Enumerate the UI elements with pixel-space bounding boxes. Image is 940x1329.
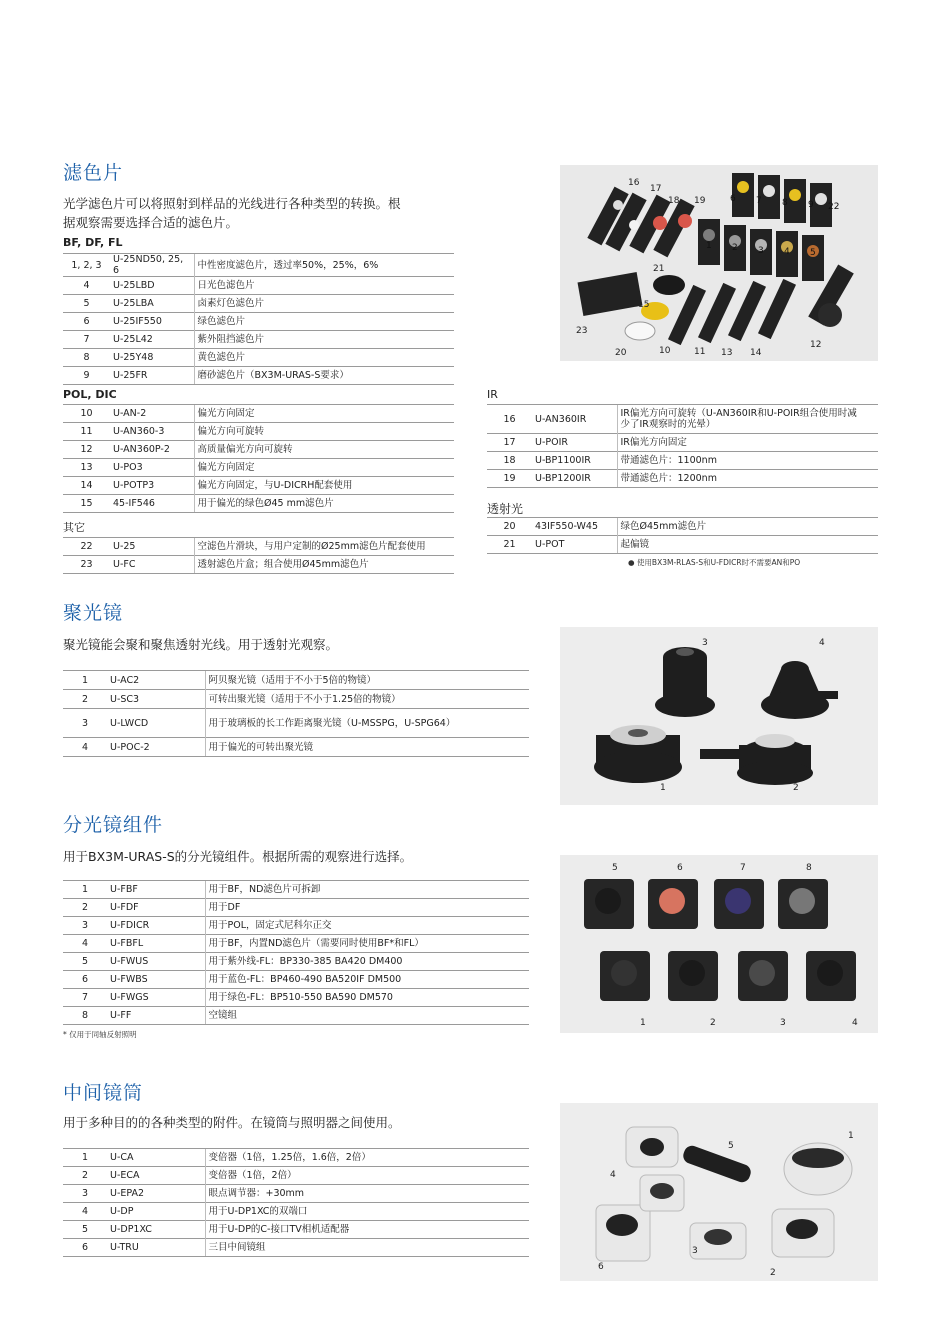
item-number: 23 [63, 556, 110, 574]
item-description: 偏光方向固定，与U-DICRH配套使用 [194, 477, 454, 495]
ir-label: IR [487, 388, 498, 401]
svg-text:1: 1 [848, 1131, 854, 1141]
item-description: 黄色滤色片 [194, 349, 454, 367]
condenser-photo [560, 627, 878, 805]
condenser-description: 聚光镜能会聚和聚焦透射光线。用于透射光观察。 [63, 637, 339, 652]
item-description: 空滤色片滑块，与用户定制的Ø25mm滤色片配套使用 [194, 538, 454, 556]
model-name: U-TRU [107, 1239, 205, 1257]
svg-text:5: 5 [612, 863, 618, 873]
bf-filter-row [63, 349, 454, 367]
svg-text:19: 19 [694, 196, 706, 206]
item-number: 2 [63, 1167, 107, 1185]
item-description: 带通滤色片：1100nm [617, 452, 878, 470]
other-filter-row [63, 556, 454, 574]
svg-text:4: 4 [610, 1170, 616, 1180]
model-name: U-AN-2 [110, 405, 194, 423]
item-description: 磨砂滤色片（BX3M-URAS-S要求） [194, 367, 454, 385]
model-name: U-25IF550 [110, 313, 194, 331]
other-filter-row [63, 538, 454, 556]
svg-text:7: 7 [740, 863, 746, 873]
model-name: 45-IF546 [110, 495, 194, 513]
condenser-row [63, 738, 529, 757]
pol-filter-row [63, 405, 454, 423]
mirror-unit-row [63, 989, 529, 1007]
item-number: 21 [487, 536, 532, 554]
svg-text:5: 5 [728, 1141, 734, 1151]
model-name: U-FWGS [107, 989, 205, 1007]
ir-filter-table [487, 404, 878, 488]
item-description: 用于BF，内置ND滤色片（需要同时使用BF*和FL） [205, 935, 529, 953]
transmitted-filter-row [487, 518, 878, 536]
item-description: 可转出聚光镜（适用于不小于1.25倍的物镜） [205, 690, 529, 709]
model-name: U-POIR [532, 434, 617, 452]
model-name: U-FF [107, 1007, 205, 1025]
svg-text:16: 16 [628, 178, 640, 188]
intermediate-tube-row [63, 1167, 529, 1185]
svg-text:15: 15 [638, 300, 650, 310]
svg-text:3: 3 [758, 246, 764, 256]
svg-text:6: 6 [598, 1262, 604, 1272]
item-number: 17 [487, 434, 532, 452]
item-number: 6 [63, 971, 107, 989]
intermediate-tube-table [63, 1148, 529, 1257]
model-name: U-CA [107, 1149, 205, 1167]
item-number: 8 [63, 349, 110, 367]
model-name: U-25Y48 [110, 349, 194, 367]
item-description: 用于蓝色-FL：BP460-490 BA520IF DM500 [205, 971, 529, 989]
model-name: U-POTP3 [110, 477, 194, 495]
item-number: 22 [63, 538, 110, 556]
item-number: 5 [63, 295, 110, 313]
svg-text:1: 1 [706, 241, 712, 251]
intermediate-tube-photo [560, 1103, 878, 1281]
item-number: 10 [63, 405, 110, 423]
bf-filter-row [63, 313, 454, 331]
model-name: U-25L42 [110, 331, 194, 349]
model-name: U-BP1200IR [532, 470, 617, 488]
model-name: U-POT [532, 536, 617, 554]
model-name: U-LWCD [107, 709, 205, 738]
mirror-unit-row [63, 953, 529, 971]
item-number: 16 [487, 405, 532, 434]
svg-text:6: 6 [730, 194, 736, 204]
model-name: U-FDF [107, 899, 205, 917]
item-number: 3 [63, 709, 107, 738]
svg-text:17: 17 [650, 184, 662, 194]
item-description: 用于绿色-FL：BP510-550 BA590 DM570 [205, 989, 529, 1007]
svg-text:21: 21 [653, 264, 665, 274]
model-name: U-FWUS [107, 953, 205, 971]
svg-text:1: 1 [640, 1018, 646, 1028]
item-description: 带通滤色片：1200nm [617, 470, 878, 488]
svg-text:6: 6 [677, 863, 683, 873]
bf-filter-row [63, 277, 454, 295]
svg-text:10: 10 [659, 346, 671, 356]
item-number: 3 [63, 917, 107, 935]
mirror-unit-row [63, 1007, 529, 1025]
item-number: 5 [63, 953, 107, 971]
mirror-unit-description: 用于BX3M-URAS-S的分光镜组件。根据所需的观察进行选择。 [63, 849, 413, 864]
item-description: 绿色Ø45mm滤色片 [617, 518, 878, 536]
model-name: U-25LBA [110, 295, 194, 313]
model-name: U-AN360-3 [110, 423, 194, 441]
mirror-unit-row [63, 971, 529, 989]
item-description: 绿色滤色片 [194, 313, 454, 331]
svg-text:2: 2 [793, 783, 799, 793]
intermediate-tube-title: 中间镜筒 [63, 1082, 144, 1104]
item-number: 1, 2, 3 [63, 254, 110, 277]
item-number: 13 [63, 459, 110, 477]
svg-text:8: 8 [782, 198, 788, 208]
model-name: U-FWBS [107, 971, 205, 989]
model-name: U-BP1100IR [532, 452, 617, 470]
model-name: U-AN360P-2 [110, 441, 194, 459]
ir-filter-row [487, 470, 878, 488]
item-description: 用于玻璃板的长工作距离聚光镜（U-MSSPG，U-SPG64） [205, 709, 529, 738]
transmitted-filter-row [487, 536, 878, 554]
transmitted-label: 透射光 [487, 502, 524, 516]
model-name: U-AC2 [107, 671, 205, 690]
svg-text:20: 20 [615, 348, 627, 358]
item-number: 20 [487, 518, 532, 536]
item-description: 用于BF，ND滤色片可拆卸 [205, 881, 529, 899]
item-number: 8 [63, 1007, 107, 1025]
svg-text:2: 2 [732, 243, 738, 253]
item-description: 起偏镜 [617, 536, 878, 554]
model-name: U-FBF [107, 881, 205, 899]
mirror-unit-row [63, 899, 529, 917]
svg-text:3: 3 [780, 1018, 786, 1028]
mirror-unit-row [63, 935, 529, 953]
model-name: U-25LBD [110, 277, 194, 295]
item-description: 偏光方向固定 [194, 459, 454, 477]
item-description: 高质量偏光方向可旋转 [194, 441, 454, 459]
svg-text:13: 13 [721, 348, 733, 358]
item-number: 4 [63, 935, 107, 953]
item-number: 15 [63, 495, 110, 513]
bf-filter-row [63, 254, 454, 277]
item-number: 2 [63, 899, 107, 917]
model-name: U-POC-2 [107, 738, 205, 757]
svg-text:23: 23 [576, 326, 588, 336]
model-name: 43IF550-W45 [532, 518, 617, 536]
mirror-unit-row [63, 881, 529, 899]
model-name: U-ECA [107, 1167, 205, 1185]
item-number: 4 [63, 277, 110, 295]
model-name: U-25 [110, 538, 194, 556]
item-number: 4 [63, 738, 107, 757]
filters-description: 光学滤色片可以将照射到样品的光线进行各种类型的转换。根 据观察需要选择合适的滤色片。 [63, 196, 401, 230]
svg-text:2: 2 [770, 1268, 776, 1278]
item-description: 用于紫外线-FL：BP330-385 BA420 DM400 [205, 953, 529, 971]
condenser-row [63, 709, 529, 738]
mirror-unit-photo [560, 855, 878, 1033]
pol-filter-row [63, 459, 454, 477]
model-name: U-FC [110, 556, 194, 574]
item-description: 阿贝聚光镜（适用于不小于5倍的物镜） [205, 671, 529, 690]
mirror-unit-table [63, 880, 529, 1025]
svg-text:12: 12 [810, 340, 822, 350]
pol-dic-label: POL, DIC [63, 388, 117, 401]
bf-filter-row [63, 295, 454, 313]
intermediate-tube-row [63, 1239, 529, 1257]
item-description: 变倍器（1倍，2倍） [205, 1167, 529, 1185]
item-description: 空镜组 [205, 1007, 529, 1025]
item-number: 3 [63, 1185, 107, 1203]
bf-filter-row [63, 331, 454, 349]
item-number: 7 [63, 331, 110, 349]
svg-text:22: 22 [828, 202, 840, 212]
svg-text:4: 4 [784, 247, 790, 257]
condenser-title: 聚光镜 [63, 602, 124, 624]
bf-df-fl-label: BF, DF, FL [63, 236, 123, 249]
svg-text:11: 11 [694, 347, 706, 357]
ir-filter-row [487, 405, 878, 434]
item-description: 眼点调节器：+30mm [205, 1185, 529, 1203]
pol-filter-row [63, 477, 454, 495]
item-number: 1 [63, 1149, 107, 1167]
pol-filter-row [63, 495, 454, 513]
item-number: 9 [63, 367, 110, 385]
item-description: 偏光方向固定 [194, 405, 454, 423]
item-number: 1 [63, 671, 107, 690]
condenser-table [63, 670, 529, 757]
item-number: 11 [63, 423, 110, 441]
item-description: 偏光方向可旋转 [194, 423, 454, 441]
model-name: U-EPA2 [107, 1185, 205, 1203]
item-number: 1 [63, 881, 107, 899]
pol-filter-table [63, 404, 454, 513]
item-number: 12 [63, 441, 110, 459]
svg-text:9: 9 [808, 200, 814, 210]
item-description: 紫外阻挡滤色片 [194, 331, 454, 349]
svg-text:8: 8 [806, 863, 812, 873]
condenser-row [63, 690, 529, 709]
item-number: 5 [63, 1221, 107, 1239]
ir-filter-row [487, 434, 878, 452]
item-number: 19 [487, 470, 532, 488]
item-description: 用于U-DP的C-接口TV相机适配器 [205, 1221, 529, 1239]
model-name: U-PO3 [110, 459, 194, 477]
model-name: U-AN360IR [532, 405, 617, 434]
svg-text:4: 4 [819, 638, 825, 648]
item-number: 2 [63, 690, 107, 709]
item-description: 用于偏光的绿色Ø45 mm滤色片 [194, 495, 454, 513]
model-name: U-25FR [110, 367, 194, 385]
item-number: 18 [487, 452, 532, 470]
ir-filter-row [487, 452, 878, 470]
intermediate-tube-row [63, 1149, 529, 1167]
item-description: 日光色滤色片 [194, 277, 454, 295]
item-description: 中性密度滤色片，透过率50%，25%，6% [194, 254, 454, 277]
item-number: 7 [63, 989, 107, 1007]
item-description: 三目中间镜组 [205, 1239, 529, 1257]
item-description: 用于U-DP1XC的双端口 [205, 1203, 529, 1221]
model-name: U-FBFL [107, 935, 205, 953]
intermediate-tube-description: 用于多种目的的各种类型的附件。在镜筒与照明器之间使用。 [63, 1115, 401, 1130]
model-name: U-FDICR [107, 917, 205, 935]
model-name: U-25ND50, 25, 6 [110, 254, 194, 277]
filters-title: 滤色片 [63, 162, 124, 184]
condenser-row [63, 671, 529, 690]
svg-text:2: 2 [710, 1018, 716, 1028]
item-description: IR偏光方向可旋转（U-AN360IR和U-POIR组合使用时减 少了IR观察时的光晕） [617, 405, 878, 434]
other-label: 其它 [63, 521, 85, 534]
intermediate-tube-row [63, 1221, 529, 1239]
svg-text:14: 14 [750, 348, 762, 358]
item-description: 变倍器（1倍，1.25倍，1.6倍，2倍） [205, 1149, 529, 1167]
item-description: 用于偏光的可转出聚光镜 [205, 738, 529, 757]
bf-filter-table [63, 253, 454, 385]
transmitted-filter-table [487, 517, 878, 554]
model-name: U-SC3 [107, 690, 205, 709]
item-number: 6 [63, 1239, 107, 1257]
bf-filter-row [63, 367, 454, 385]
model-name: U-DP [107, 1203, 205, 1221]
item-description: IR偏光方向固定 [617, 434, 878, 452]
item-number: 6 [63, 313, 110, 331]
other-filter-table [63, 537, 454, 574]
intermediate-tube-row [63, 1203, 529, 1221]
svg-text:1: 1 [660, 783, 666, 793]
item-description: 用于POL，固定式尼科尔正交 [205, 917, 529, 935]
mirror-unit-row [63, 917, 529, 935]
svg-text:7: 7 [756, 196, 762, 206]
filters-photo [560, 165, 878, 361]
pol-filter-row [63, 441, 454, 459]
mirror-unit-title: 分光镜组件 [63, 814, 164, 836]
item-description: 用于DF [205, 899, 529, 917]
svg-text:5: 5 [810, 248, 816, 258]
svg-text:18: 18 [668, 196, 680, 206]
item-description: 卤素灯色滤色片 [194, 295, 454, 313]
model-name: U-DP1XC [107, 1221, 205, 1239]
item-description: 透射滤色片盒；组合使用Ø45mm滤色片 [194, 556, 454, 574]
mirror-unit-note: * 仅用于同轴反射照明 [63, 1030, 137, 1039]
svg-text:4: 4 [852, 1018, 858, 1028]
pol-filter-row [63, 423, 454, 441]
item-number: 14 [63, 477, 110, 495]
svg-text:3: 3 [702, 638, 708, 648]
svg-text:3: 3 [692, 1246, 698, 1256]
intermediate-tube-row [63, 1185, 529, 1203]
filters-note: ● 使用BX3M-RLAS-S和U-FDICR时不需要AN和PO [628, 558, 801, 567]
item-number: 4 [63, 1203, 107, 1221]
